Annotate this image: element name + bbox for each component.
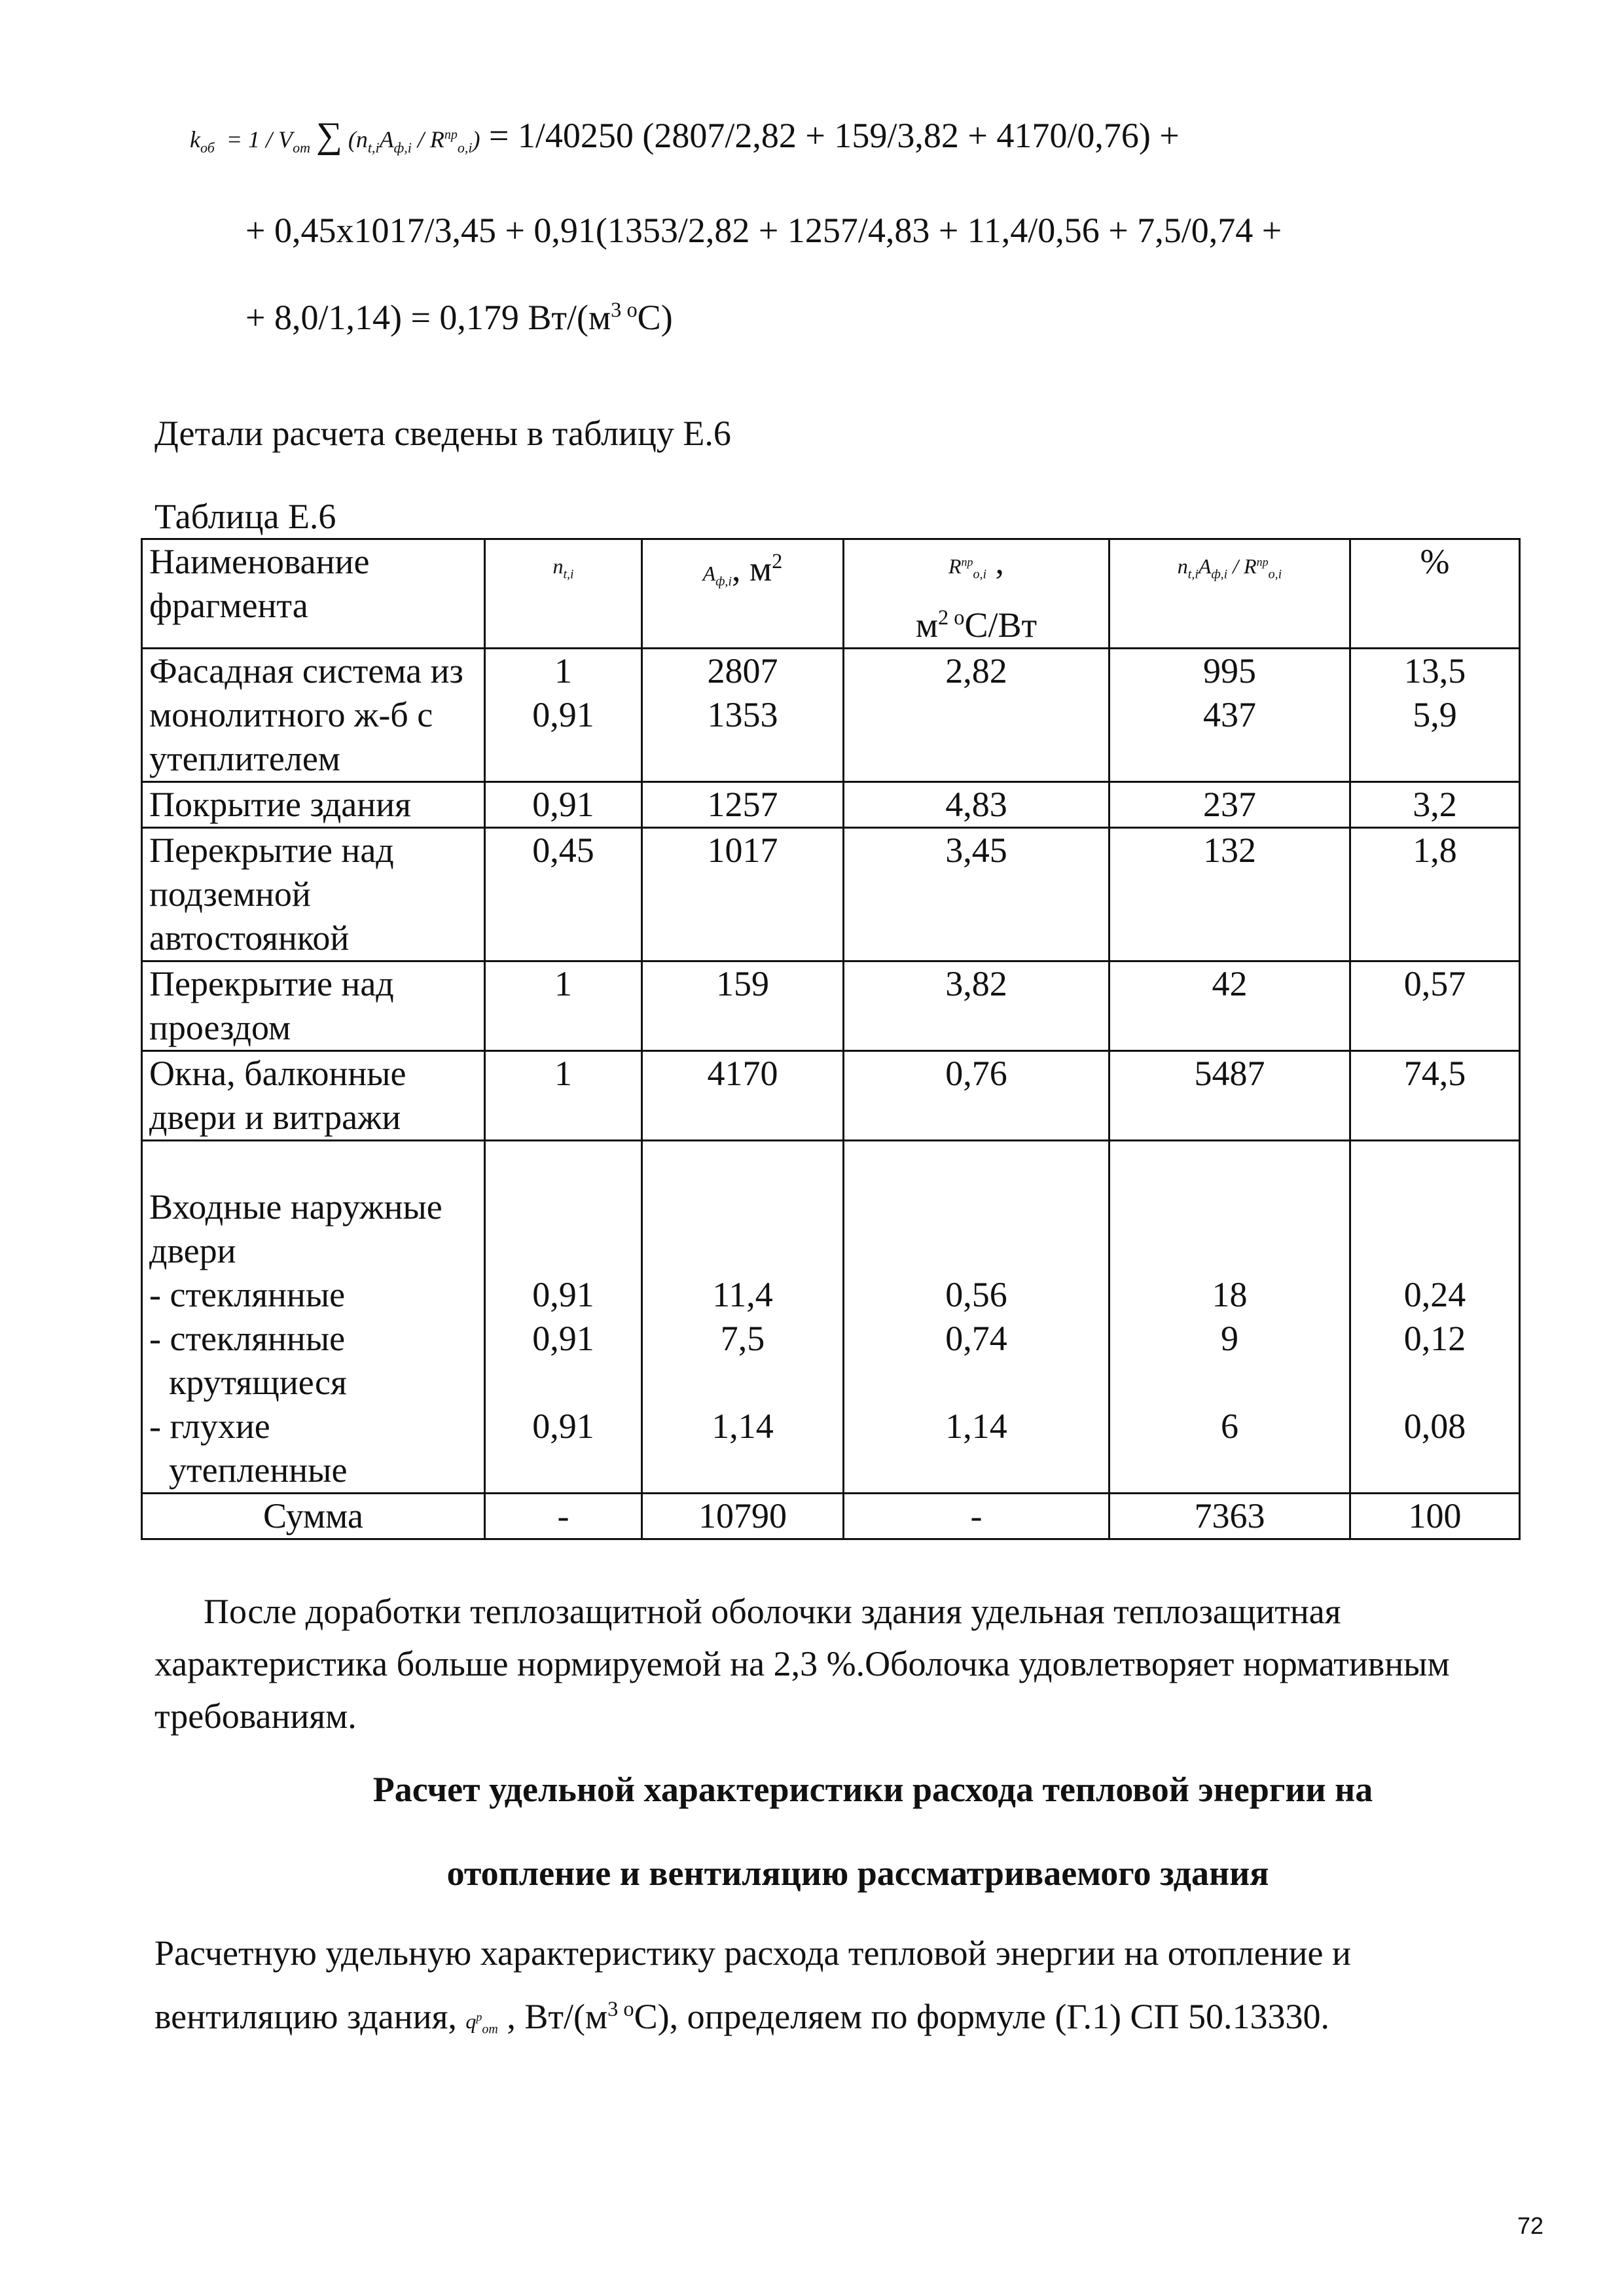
sum-label: Сумма [142,1494,485,1539]
header-heat-loss: $n_{t,i}A_{ф,i} / R^{пр}_{o,i}$ [1110,539,1350,649]
section-heading-line-2: отопление и вентиляцию рассматриваемого здания [446,1854,1269,1893]
row-area: 1257 [642,782,844,828]
formula-line-3: + 8,0/1,14) = 0,179 $Вт/(м^{3 о}С)$ [245,298,673,337]
formula-left-side: $k_{об} = 1 / V_{от}$ ∑ $(n_{t,i}A_{ф,i} / R^{пр}_{o,i})$ [190,115,480,156]
doors-n: 0,91 0,91 0,91 [485,1141,642,1494]
row-name: Покрытие здания [142,782,485,828]
sum-r: - [844,1494,1110,1539]
row-pct: 74,5 [1350,1051,1520,1141]
row-name: Фасадная система из монолитного ж-б с утеплителем [142,649,485,782]
table-e6 [141,538,1521,1540]
row-area: 1017 [642,828,844,961]
sum-area: 10790 [642,1494,844,1539]
table-row-sum [142,1494,1520,1539]
row-r: 2,82 [844,649,1110,782]
table-row [142,961,1520,1051]
row-n: 0,91 [485,782,642,828]
row-n: 1 0,91 [485,649,642,782]
final-paragraph-line-1: Расчетную удельную характеристику расхода тепловой энергии на отопление и [154,1933,1351,1973]
sum-q: 7363 [1110,1494,1350,1539]
table-row [142,649,1520,782]
header-percent: % [1350,539,1520,649]
header-area: $A_{ф,i}$, $м^2$ [642,539,844,649]
row-r: 4,83 [844,782,1110,828]
table-row-doors [142,1141,1520,1494]
final-paragraph-line-2: вентиляцию здания, $q^р_{от}$ , $Вт/(м^{3 о}С)$, определяем по формуле (Г.1) СП 50.13330. [154,1997,1330,2037]
formula-line-2: + 0,45х1017/3,45 + 0,91(1353/2,82 + 1257/4,83 + 11,4/0,56 + 7,5/0,74 + [245,211,1282,250]
row-area: 159 [642,961,844,1051]
row-q: 237 [1110,782,1350,828]
section-heading-line-1: Расчет удельной характеристики расхода тепловой энергии на [372,1770,1373,1809]
row-r: 3,45 [844,828,1110,961]
doors-r: 0,56 0,74 1,14 [844,1141,1110,1494]
row-pct: 1,8 [1350,828,1520,961]
row-q: 995 437 [1110,649,1350,782]
table-row [142,1051,1520,1141]
row-pct: 0,57 [1350,961,1520,1051]
table-caption: Таблица Е.6 [154,497,336,536]
doors-pct: 0,24 0,12 0,08 [1350,1141,1520,1494]
doors-names: Входные наружные двери - стеклянные - стеклянные крутящиеся - глухие утепленные [142,1141,485,1494]
table-row [142,828,1520,961]
row-q: 132 [1110,828,1350,961]
row-pct: 13,5 5,9 [1350,649,1520,782]
row-name: Окна, балконные двери и витражи [142,1051,485,1141]
row-n: 1 [485,961,642,1051]
header-n: $n_{t,i}$ [485,539,642,649]
row-r: 3,82 [844,961,1110,1051]
row-n: 1 [485,1051,642,1141]
header-name: Наименование фрагмента [142,539,485,649]
page-number: 72 [1517,2212,1544,2239]
formula-line-1-tail: = 1/40250 (2807/2,82 + 159/3,82 + 4170/0,76) + [488,116,1180,155]
formula-line-1 [190,115,1180,156]
table-header-row [142,539,1520,649]
row-area: 2807 1353 [642,649,844,782]
doors-area: 11,4 7,5 1,14 [642,1141,844,1494]
header-resistance: $R^{пр}_{o,i}$ , $м^{2 о}С/Вт$ [844,539,1110,649]
sum-n: - [485,1494,642,1539]
sum-pct: 100 [1350,1494,1520,1539]
q-symbol: $q^р_{от}$ [465,2009,498,2037]
doors-q: 18 9 6 [1110,1141,1350,1494]
row-area: 4170 [642,1051,844,1141]
row-q: 5487 [1110,1051,1350,1141]
row-name: Перекрытие над проездом [142,961,485,1051]
row-q: 42 [1110,961,1350,1051]
row-name: Перекрытие над подземной автостоянкой [142,828,485,961]
row-r: 0,76 [844,1051,1110,1141]
intro-text: Детали расчета сведены в таблицу Е.6 [154,414,731,453]
table-row [142,782,1520,828]
row-n: 0,45 [485,828,642,961]
row-pct: 3,2 [1350,782,1520,828]
conclusion-paragraph: После доработки теплозащитной оболочки здания удельная теплозащитная характеристика больше нормируемой на 2,3 %.Оболочка удовлетворяет нормативным требованиям. [154,1592,1450,1736]
